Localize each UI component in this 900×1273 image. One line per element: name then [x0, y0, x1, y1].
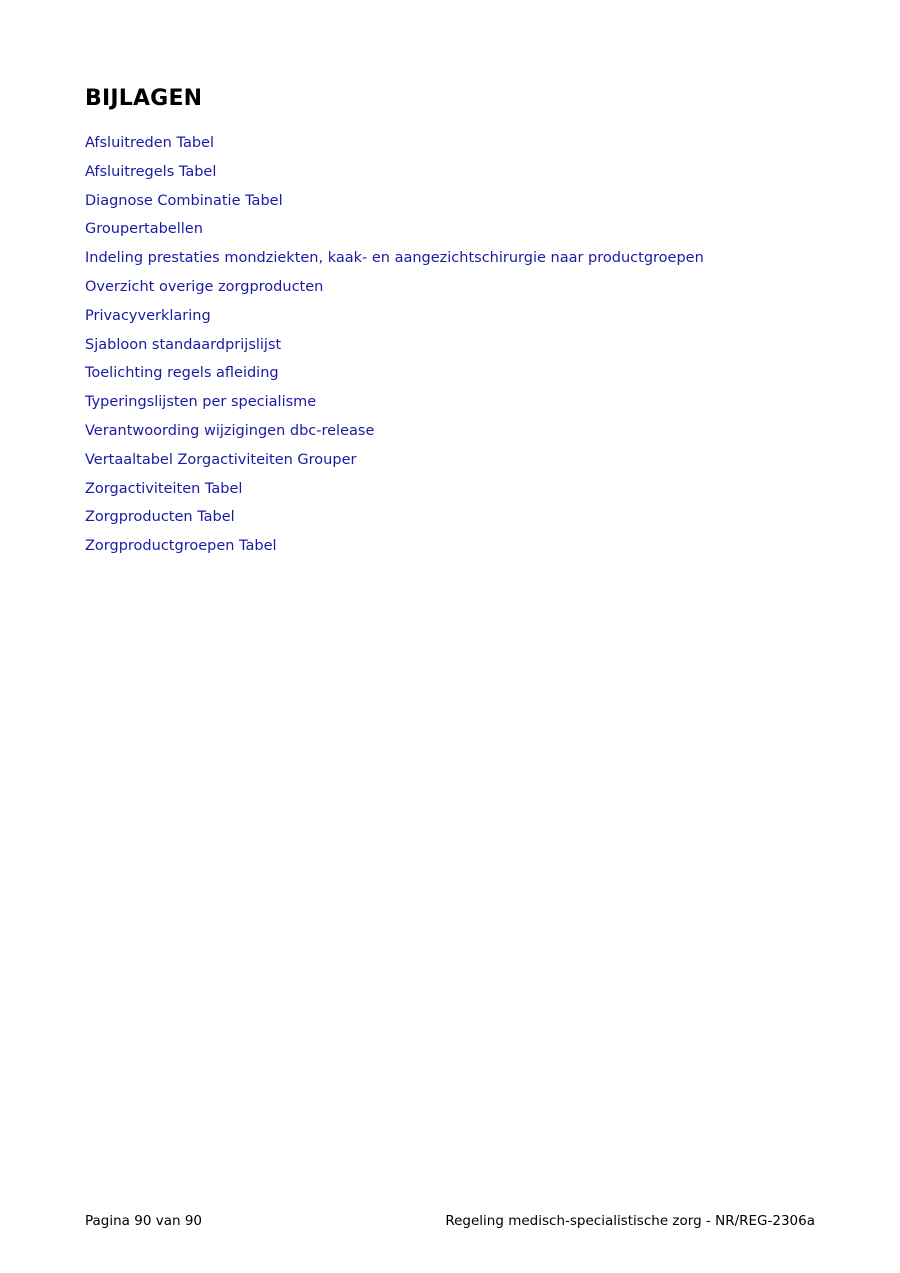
attachment-link-toelichting-regels-afleiding[interactable]: Toelichting regels afleiding [85, 365, 279, 382]
list-item [85, 333, 704, 362]
document-reference: Regeling medisch-specialistische zorg - NR/REG-2306a [445, 1213, 815, 1229]
list-item [85, 189, 704, 218]
list-item [85, 505, 704, 534]
attachment-link-afsluitregels-tabel[interactable]: Afsluitregels Tabel [85, 163, 217, 180]
list-item [85, 275, 704, 304]
list-item [85, 361, 704, 390]
attachment-list [85, 131, 704, 563]
attachment-link-typeringslijsten[interactable]: Typeringslijsten per specialisme [85, 394, 317, 411]
page-title: BIJLAGEN [85, 86, 203, 111]
attachment-link-indeling-prestaties[interactable]: Indeling prestaties mondziekten, kaak- en aangezichtschirurgie naar productgroepen [85, 250, 704, 267]
list-item [85, 419, 704, 448]
attachment-link-zorgproducten-tabel[interactable]: Zorgproducten Tabel [85, 509, 235, 526]
attachment-link-overzicht-overige-zorgproducten[interactable]: Overzicht overige zorgproducten [85, 278, 324, 295]
attachment-link-privacyverklaring[interactable]: Privacyverklaring [85, 307, 211, 324]
attachment-link-zorgproductgroepen-tabel[interactable]: Zorgproductgroepen Tabel [85, 538, 277, 555]
attachment-link-afsluitreden-tabel[interactable]: Afsluitreden Tabel [85, 135, 214, 151]
attachment-link-zorgactiviteiten-tabel[interactable]: Zorgactiviteiten Tabel [85, 480, 243, 497]
list-item [85, 304, 704, 333]
list-item [85, 217, 704, 246]
attachment-link-vertaaltabel-zorgactiviteiten[interactable]: Vertaaltabel Zorgactiviteiten Grouper [85, 451, 357, 468]
attachment-link-groupertabellen[interactable]: Groupertabellen [85, 221, 203, 238]
list-item [85, 246, 704, 275]
list-item [85, 160, 704, 189]
page-number: Pagina 90 van 90 [85, 1213, 203, 1229]
page-footer [85, 1210, 815, 1232]
list-item [85, 534, 704, 563]
list-item [85, 131, 704, 160]
attachment-link-sjabloon-standaardprijslijst[interactable]: Sjabloon standaardprijslijst [85, 336, 282, 353]
list-item [85, 477, 704, 506]
attachment-link-verantwoording-wijzigingen[interactable]: Verantwoording wijzigingen dbc-release [85, 422, 375, 439]
list-item [85, 390, 704, 419]
list-item [85, 448, 704, 477]
attachment-link-diagnose-combinatie-tabel[interactable]: Diagnose Combinatie Tabel [85, 192, 283, 209]
